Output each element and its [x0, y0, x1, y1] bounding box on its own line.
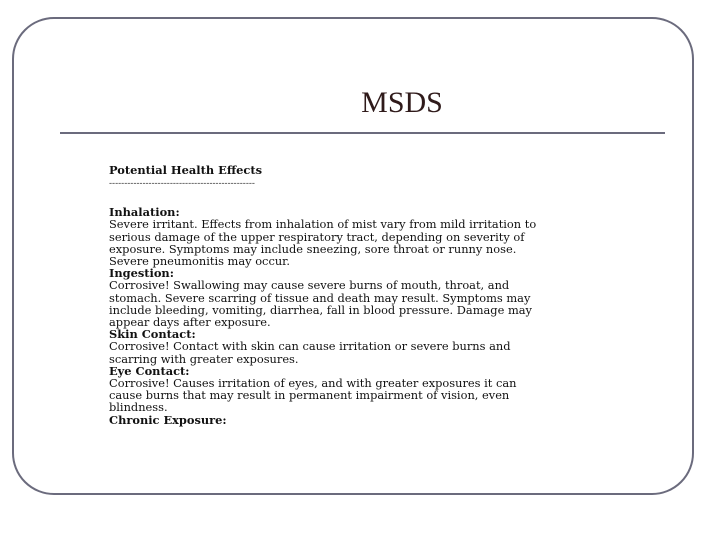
section-label: Skin Contact: [109, 327, 196, 342]
msds-document-excerpt [109, 164, 559, 426]
section-text: Corrosive! Causes irritation of eyes, and with greater exposures it can cause burns that may result in permanent impairment of vision, even blindness. [109, 376, 517, 415]
section-label: Eye Contact: [109, 363, 190, 378]
section-ingestion [109, 267, 559, 328]
section-label: Ingestion: [109, 266, 174, 281]
title-underline [60, 132, 665, 134]
section-label: Chronic Exposure: [109, 412, 227, 427]
section-chronic-exposure [109, 414, 559, 426]
section-text: Severe irritant. Effects from inhalation of mist vary from mild irritation to serious damage of the upper respiratory tract, depending on severity of exposure. Symptoms may include sneezing, sore throat or runny nose. Severe pneumonitis may occur. [109, 217, 537, 269]
section-text: Corrosive! Swallowing may cause severe burns of mouth, throat, and stomach. Severe scarring of tissue and death may result. Symptoms may include bleeding, vomiting, diarrhea, fall in blood pressure. Damage may appear days after exposure. [109, 278, 532, 330]
slide-title: MSDS [361, 86, 443, 119]
section-label: Inhalation: [109, 205, 180, 220]
spacer [109, 190, 559, 206]
section-eye-contact [109, 365, 559, 414]
document-heading: Potential Health Effects [109, 163, 263, 177]
section-inhalation [109, 206, 559, 267]
section-text: Corrosive! Contact with skin can cause irritation or severe burns and scarring with greater exposures. [109, 339, 511, 366]
section-skin-contact [109, 328, 559, 365]
heading-divider: ------------------------------------------------ [109, 179, 255, 190]
